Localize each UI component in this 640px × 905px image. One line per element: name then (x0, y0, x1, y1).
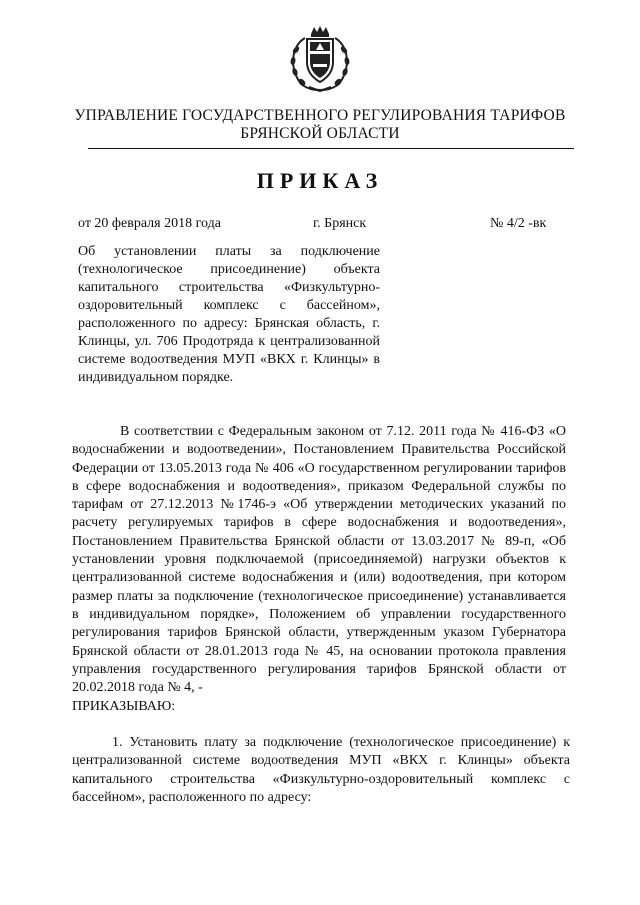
organization-name-line2: БРЯНСКОЙ ОБЛАСТИ (240, 125, 400, 142)
order-word: ПРИКАЗЫВАЮ: (72, 699, 176, 714)
document-date: от 20 февраля 2018 года (78, 216, 221, 231)
document-city: г. Брянск (313, 216, 367, 231)
document-title: ПРИКАЗ (256, 168, 384, 193)
organization-name-line1: УПРАВЛЕНИЕ ГОСУДАРСТВЕННОГО РЕГУЛИРОВАНИЯ ТАРИФОВ (74, 107, 566, 124)
document-number: № 4/2 -вк (490, 216, 547, 231)
organization-name (60, 107, 580, 143)
order-item-1: 1. Установить плату за подключение (технологическое присоединение) к централизованной системе водоотведения МУП «ВКХ г. Клинцы» объекта капитального строительства «Физкультурно-оздоровительный комплекс с бассейном», расположенного по адресу: (72, 735, 570, 805)
document-subject: Об установлении платы за подключение (технологическое присоединение) объекта капитального строительства «Физкультурно-оздоровительный комплекс с бассейном», расположенного по адресу: Брянская область, г. Клинцы, ул. 706 Продотряда к централизованной системе водоотведения МУП «ВКХ г. Клинцы» в индивидуальном порядке. (78, 244, 380, 385)
header-divider (88, 148, 574, 149)
document-preamble: В соответствии с Федеральным законом от 7.12. 2011 года № 416-ФЗ «О водоснабжении и водоотведении», Постановлением Правительства Российской Федерации от 13.05.2013 года № 406 «О государственном регулировании тарифов в сфере водоснабжения и водоотведения», приказом Федеральной службы по тарифам от 27.12.2013 №1746-э «Об утверждении методических указаний по расчету регулируемых тарифов в сфере водоснабжения и водоотведения», Постановлением Правительства Брянской области от 13.03.2017 № 89-п, «Об установлении уровня подключаемой (присоединяемой) нагрузки объектов к централизованной системе водоснабжения и (или) водоотведения, при котором размер платы за подключение (технологическое присоединение) устанавливается в индивидуальном порядке», Положением об управлении государственного регулирования тарифов Брянской области, утвержденным указом Губернатора Брянской области от 28.01.2013 года № 45, на основании протокола правления управления государственного регулирования тарифов Брянской области от 20.02.2018 года № 4, - (72, 424, 566, 696)
bryansk-coat-of-arms-icon (283, 24, 357, 94)
